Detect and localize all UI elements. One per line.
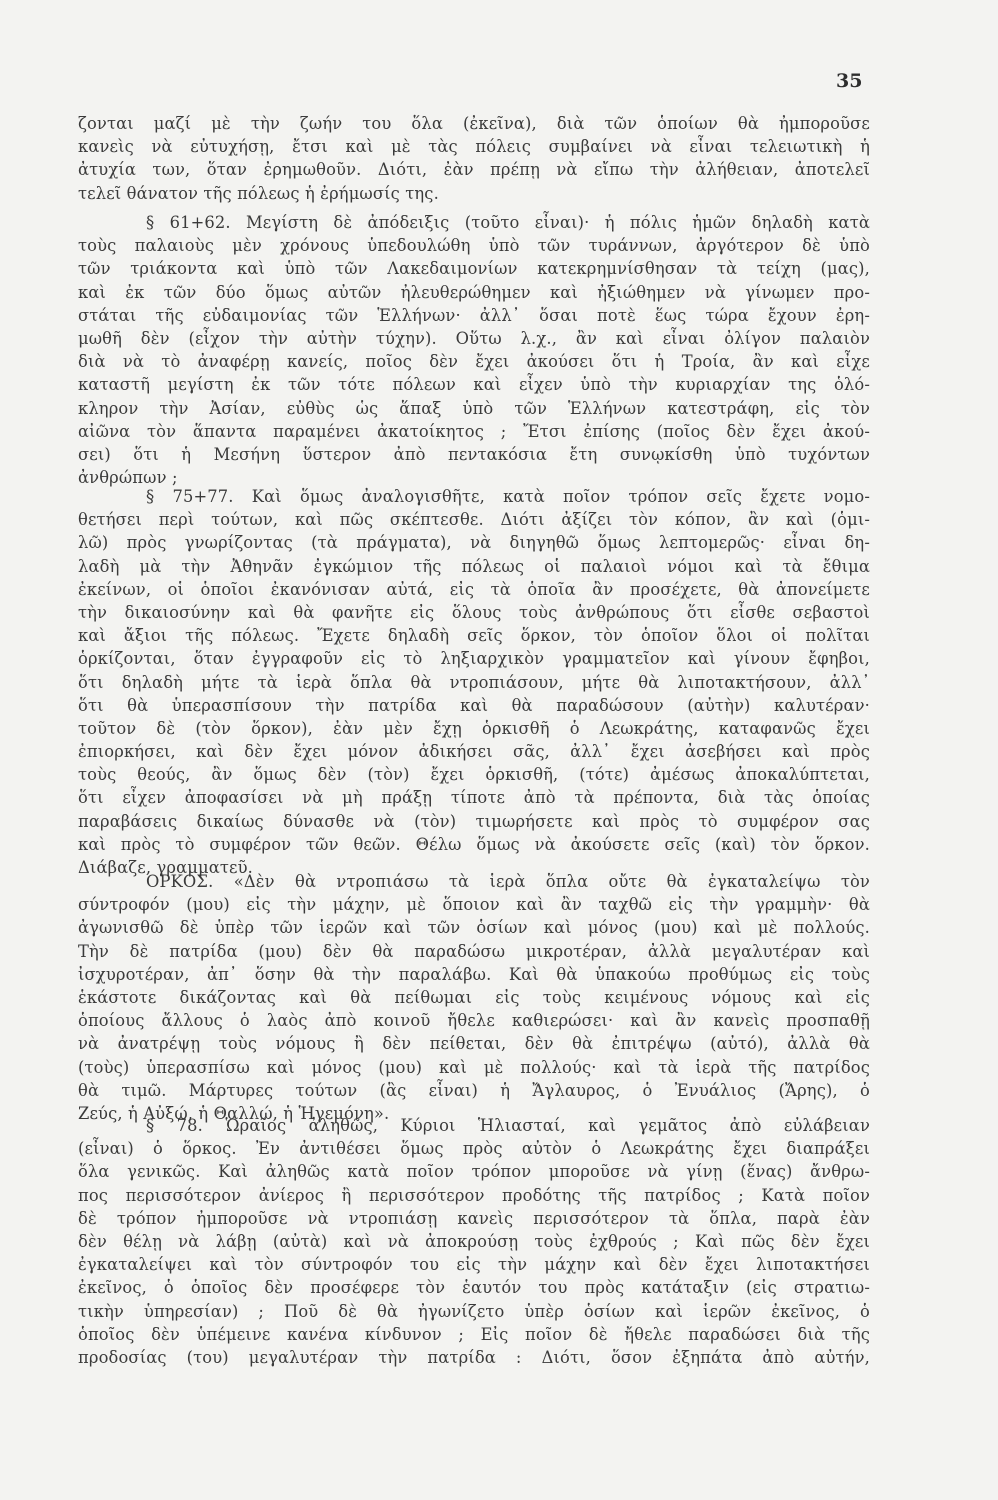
text-line: ἰσχυροτέραν, ἀπ᾽ ὅσην θὰ τὴν παραλάβω. Καὶ θὰ ὑπακούω προθύμως εἰς τοὺς	[78, 964, 870, 984]
text-line: τοὺς παλαιοὺς μὲν χρόνους ὑπεδουλώθη ὑπὸ τῶν τυράννων, ἀργότερον δὲ ὑπὸ	[78, 236, 870, 256]
text-line: νὰ ἀνατρέψῃ τοὺς νόμους ἢ δὲν πείθεται, δὲν θὰ ἐπιτρέψω (αὐτό), ἀλλὰ θὰ	[78, 1034, 870, 1054]
text-line: ἐγκαταλείψει καὶ τὸν σύντροφόν του εἰς τὴν μάχην καὶ δὲν ἔχει λιποτακτήσει	[78, 1255, 870, 1275]
text-line: ὅλα γενικῶς. Καὶ ἀληθῶς κατὰ ποῖον τρόπον μποροῦσε νὰ γίνῃ (ἕνας) ἄνθρω-	[78, 1162, 870, 1182]
text-line: ὅτι εἶχεν ἀποφασίσει νὰ μὴ πράξῃ τίποτε ἀπὸ τὰ πρέποντα, διὰ τὰς ὁποίας	[78, 788, 870, 808]
text-line: σει) ὅτι ἡ Μεσήνη ὕστερον ἀπὸ πεντακόσια ἔτη συνῳκίσθη ὑπὸ τυχόντων	[78, 444, 870, 464]
text-line: δὲν θέλῃ νὰ λάβῃ (αὐτὰ) καὶ νὰ ἀποκρούσῃ τοὺς ἐχθρούς ; Καὶ πῶς δὲν ἔχει	[78, 1231, 870, 1251]
text-line: ΟΡΚΟΣ. «Δὲν θὰ ντροπιάσω τὰ ἱερὰ ὅπλα οὔτε θὰ ἐγκαταλείψω τὸν	[146, 872, 870, 891]
text-line: θετήσει περὶ τούτων, καὶ πῶς σκέπτεσθε. Διότι ἀξίζει τὸν κόπον, ἂν καὶ (ὁμι-	[78, 510, 870, 530]
text-line: τικὴν ὑπηρεσίαν) ; Ποῦ δὲ θὰ ἠγωνίζετο ὑπὲρ ὁσίων καὶ ἱερῶν ἐκεῖνος, ὁ	[78, 1301, 870, 1321]
text-line: ὁποίους ἄλλους ὁ λαὸς ἀπὸ κοινοῦ ἤθελε καθιερώσει· καὶ ἂν κανεὶς προσπαθῇ	[78, 1011, 870, 1031]
text-line: § 78. Ὡραῖος ἀληθῶς, Κύριοι Ἡλιασταί, καὶ γεμᾶτος ἀπὸ εὐλάβειαν	[146, 1116, 870, 1135]
page-number: 35	[836, 70, 863, 92]
text-line: ἀνθρώπων ;	[78, 468, 178, 488]
text-line: ὅτι θὰ ὑπερασπίσουν τὴν πατρίδα καὶ θὰ παραδώσουν (αὐτὴν) καλυτέραν·	[78, 695, 870, 715]
text-line: Τὴν δὲ πατρίδα (μου) δὲν θὰ παραδώσω μικροτέραν, ἀλλὰ μεγαλυτέραν καὶ	[78, 941, 870, 961]
text-line: καὶ πρὸς τὸ συμφέρον τῶν θεῶν. Θέλω ὅμως νὰ ἀκούσετε σεῖς (καὶ) τὸν ὅρκον.	[78, 834, 870, 854]
text-line: ἑκάστοτε δικάζοντας καὶ θὰ πείθωμαι εἰς τοὺς κειμένους νόμους καὶ εἰς	[78, 987, 870, 1007]
text-line: ἐκεῖνος, ὁ ὁποῖος δὲν προσέφερε τὸν ἑαυτόν του πρὸς κατάταξιν (εἰς στρατιω-	[78, 1278, 870, 1298]
text-line: § 75+77. Καὶ ὅμως ἀναλογισθῆτε, κατὰ ποῖον τρόπον σεῖς ἔχετε νομο-	[146, 487, 870, 506]
text-line: ἀτυχία των, ὅταν ἐρημωθοῦν. Διότι, ἐὰν πρέπῃ νὰ εἴπω τὴν ἀλήθειαν, ἀποτελεῖ	[78, 160, 870, 180]
text-line: κληρον τὴν Ἀσίαν, εὐθὺς ὡς ἅπαξ ὑπὸ τῶν Ἑλλήνων κατεστράφη, εἰς τὸν	[78, 398, 870, 418]
text-line: λῶ) πρὸς γνωρίζοντας (τὰ πράγματα), νὰ διηγηθῶ ὅμως λεπτομερῶς· εἶναι δη-	[78, 533, 870, 553]
text-line: διὰ νὰ τὸ ἀναφέρῃ κανείς, ποῖος δὲν ἔχει ἀκούσει ὅτι ἡ Τροία, ἂν καὶ εἶχε	[78, 352, 870, 372]
text-line: τῶν τριάκοντα καὶ ὑπὸ τῶν Λακεδαιμονίων κατεκρημνίσθησαν τὰ τείχη (μας),	[78, 259, 870, 279]
text-line: ὁρκίζονται, ὅταν ἐγγραφοῦν εἰς τὸ ληξιαρχικὸν γραμματεῖον καὶ γίνουν ἔφηβοι,	[78, 649, 870, 669]
paragraph-5	[78, 1114, 870, 1369]
text-line: αἰῶνα τὸν ἅπαντα παραμένει ἀκατοίκητος ; Ἔτσι ἐπίσης (ποῖος δὲν ἔχει ἀκού-	[78, 421, 870, 441]
text-line: τοὺς θεούς, ἂν ὅμως δὲν (τὸν) ἔχει ὁρκισθῆ, (τότε) ἀμέσως ἀποκαλύπτεται,	[78, 765, 870, 785]
text-line: τὴν δικαιοσύνην καὶ θὰ φανῆτε εἰς ὅλους τοὺς ἀνθρώπους ὅτι εἶσθε σεβαστοὶ	[78, 602, 870, 622]
text-line: παραβάσεις δικαίως δύνασθε νὰ (τὸν) τιμωρήσετε καὶ πρὸς τὸ συμφέρον σας	[78, 811, 870, 831]
text-line: στάται τῆς εὐδαιμονίας τῶν Ἑλλήνων· ἀλλ᾽ ὅσαι ποτὲ ἕως τώρα ἔχουν ἐρη-	[78, 305, 870, 325]
text-line: καὶ ἄξιοι τῆς πόλεως. Ἔχετε δηλαδὴ σεῖς ὅρκον, τὸν ὁποῖον ὅλοι οἱ πολῖται	[78, 626, 870, 646]
text-line: τοῦτον δὲ (τὸν ὅρκον), ἐὰν μὲν ἔχῃ ὁρκισθῆ ὁ Λεωκράτης, καταφανῶς ἔχει	[78, 718, 870, 738]
text-line: καὶ ἐκ τῶν δύο ὅμως αὐτῶν ἠλευθερώθημεν καὶ ἠξιώθημεν νὰ γίνωμεν προ-	[78, 282, 870, 302]
text-line: § 61+62. Μεγίστη δὲ ἀπόδειξις (τοῦτο εἶναι)· ἡ πόλις ἡμῶν δηλαδὴ κατὰ	[146, 213, 870, 232]
text-line: προδοσίας (του) μεγαλυτέραν τὴν πατρίδα : Διότι, ὅσον ἐξηπάτα ἀπὸ αὐτήν,	[78, 1347, 870, 1367]
text-line: καταστῆ μεγίστη ἐκ τῶν τότε πόλεων καὶ εἶχεν ὑπὸ τὴν κυριαρχίαν της ὁλό-	[78, 375, 870, 395]
text-line: ἀγωνισθῶ δὲ ὑπὲρ τῶν ἱερῶν καὶ τῶν ὁσίων καὶ μόνος (μου) καὶ μὲ πολλούς.	[78, 918, 870, 938]
text-line: ἐκείνων, οἱ ὁποῖοι ἐκανόνισαν αὐτά, εἰς τὰ ὁποῖα ἂν προσέχετε, θὰ ἀπονείμετε	[78, 579, 870, 599]
text-line: θὰ τιμῶ. Μάρτυρες τούτων (ἃς εἶναι) ἡ Ἄγλαυρος, ὁ Ἐνυάλιος (Ἄρης), ὁ	[78, 1080, 870, 1100]
text-line: (τοὺς) ὑπερασπίσω καὶ μόνος (μου) καὶ μὲ πολλούς· καὶ τὰ ἱερὰ τῆς πατρίδος	[78, 1057, 870, 1077]
paragraph-2	[78, 211, 870, 489]
text-line: κανεὶς νὰ εὐτυχήσῃ, ἔτσι καὶ μὲ τὰς πόλεις συμβαίνει νὰ εἶναι τελειωτικὴ ἡ	[78, 137, 870, 157]
text-line: μωθῆ δὲν (εἶχον τὴν αὐτὴν τύχην). Οὕτω λ.χ., ἂν καὶ εἶναι ὀλίγον παλαιὸν	[78, 328, 870, 348]
paragraph-1	[78, 112, 870, 205]
text-line: Διάβαζε, γραμματεῦ.	[78, 858, 253, 877]
text-line: ὅτι δηλαδὴ μήτε τὰ ἱερὰ ὅπλα θὰ ντροπιάσουν, μήτε θὰ λιποτακτήσουν, ἀλλ᾽	[78, 672, 870, 692]
text-line: τελεῖ θάνατον τῆς πόλεως ἡ ἐρήμωσίς της.	[78, 183, 439, 203]
paragraph-oath	[78, 870, 870, 1125]
text-line: πος περισσότερον ἀνίερος ἢ περισσότερον προδότης τῆς πατρίδος ; Κατὰ ποῖον	[78, 1185, 870, 1205]
text-line: λαδὴ μὰ τὴν Ἀθηνᾶν ἐγκώμιον τῆς πόλεως οἱ παλαιοὶ νόμοι καὶ τὰ ἔθιμα	[78, 556, 870, 576]
text-line: δὲ τρόπον ἠμποροῦσε νὰ ντροπιάσῃ κανεὶς περισσότερον τὰ ὅπλα, παρὰ ἐὰν	[78, 1208, 870, 1228]
text-line: ζονται μαζί μὲ τὴν ζωήν του ὅλα (ἐκεῖνα), διὰ τῶν ὁποίων θὰ ἠμποροῦσε	[78, 114, 870, 133]
text-line: ὁποῖος δὲν ὑπέμεινε κανένα κίνδυνον ; Εἰς ποῖον δὲ ἤθελε παραδώσει διὰ τῆς	[78, 1324, 870, 1344]
text-line: ἐπιορκήσει, καὶ δὲν ἔχει μόνον ἀδικήσει σᾶς, ἀλλ᾽ ἔχει ἀσεβήσει καὶ πρὸς	[78, 742, 870, 762]
text-line: σύντροφόν (μου) εἰς τὴν μάχην, μὲ ὅποιον καὶ ἂν ταχθῶ εἰς τὴν γραμμὴν· θὰ	[78, 895, 870, 915]
text-line: (εἶναι) ὁ ὅρκος. Ἐν ἀντιθέσει ὅμως πρὸς αὐτὸν ὁ Λεωκράτης ἔχει διαπράξει	[78, 1139, 870, 1159]
text-line: Ζεύς, ἡ Αὐξώ, ἡ Θαλλώ, ἡ Ἡγεμόνη».	[78, 1103, 390, 1123]
paragraph-3	[78, 485, 870, 879]
